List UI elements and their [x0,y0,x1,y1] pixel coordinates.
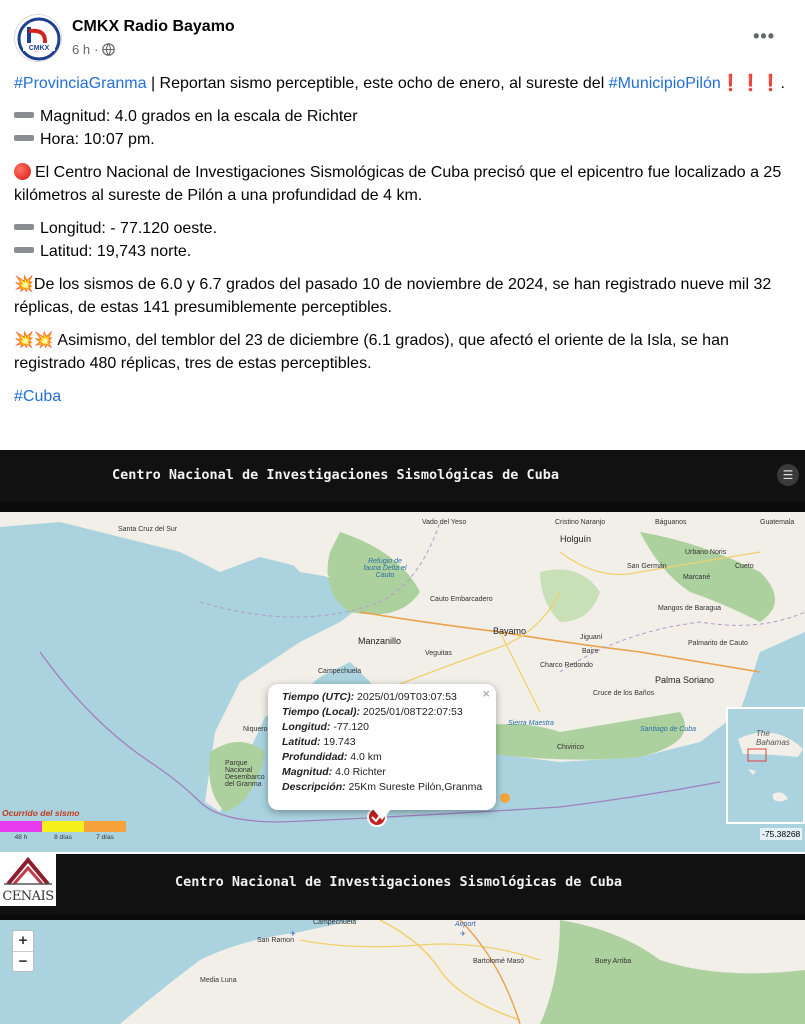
label-san-german: San Germán [627,563,667,570]
label-cauto: Cauto Embarcadero [430,596,493,603]
longitude-line: Longitud: - 77.120 oeste. [40,220,218,237]
label-santiago: Santiago de Cuba [640,726,697,733]
popup-row: Profundidad: 4.0 km [282,751,382,763]
label-veguitas: Veguitas [425,650,452,657]
page-avatar[interactable] [14,14,62,62]
airplane-icon: ✈ [290,931,296,938]
label-buey-arriba: Buey Arriba [595,958,632,965]
magnitude-block [14,105,794,151]
collision-icon: 💥 [14,276,34,293]
center-paragraph [14,161,794,207]
legend-8d-swatch [42,821,84,832]
intro-end: . [780,75,785,92]
popup-row: Latitud: 19.743 [282,736,356,748]
popup-row: Tiempo (UTC): 2025/01/09T03:07:53 [282,691,457,703]
red-circle-icon [14,163,31,180]
label-airport: Airport [455,921,476,928]
label-media-luna: Media Luna [200,977,237,984]
hashtag-cuba[interactable]: #Cuba [14,388,62,405]
label-refugio: Refugio de fauna Delta el Cauto [363,558,407,579]
hashtag-municipio-pilon[interactable]: #MunicipioPilón [608,75,721,92]
label-campechuela-2: Campechuela [313,920,357,926]
post-intro [14,72,794,95]
meta-dot: · [94,42,99,57]
label-holguin: Holguín [560,534,592,544]
event-popup [268,684,496,810]
cenais-logo-text: CENAIS [2,889,54,904]
label-cueto: Cueto [735,563,754,570]
cuba-tag-line [14,385,794,408]
page-name-link[interactable]: CMKX Radio Bayamo [72,18,235,35]
coordinate-readout: -75.38268 [762,829,801,839]
cenais-logo-icon [0,854,56,888]
map2-title: Centro Nacional de Investigaciones Sismológicas de Cuba [0,854,805,914]
zoom-out-button[interactable]: − [13,951,33,971]
legend-bars [0,821,128,832]
december-paragraph [14,329,794,375]
cenais-logo [0,854,56,906]
popup-row: Tiempo (Local): 2025/01/08T22:07:53 [282,706,463,718]
label-manzanillo: Manzanillo [358,636,402,646]
svg-text:CMKX: CMKX [28,45,50,52]
map-image-2[interactable] [0,854,805,1024]
post-header [0,0,805,70]
label-chivirico: Chivirico [557,744,584,751]
more-options-button[interactable]: ••• [753,26,775,46]
map-legend [0,808,128,848]
label-marcane: Marcané [683,574,711,581]
label-sierra: Sierra Maestra [508,720,554,727]
map1-title: Centro Nacional de Investigaciones Sismológicas de Cuba [0,450,805,502]
popup-row: Longitud: -77.120 [282,721,369,733]
label-palma: Palma Soriano [655,675,715,685]
zoom-control [12,930,34,972]
globe-icon [102,43,115,56]
dash-icon [14,112,34,118]
november-text: De los sismos de 6.0 y 6.7 grados del pasado 10 de noviembre de 2024, se han registrado nueve mil 32 réplicas, de estas 141 presumiblemente perceptibles. [14,276,772,316]
post-time[interactable]: 6 h [72,42,91,57]
magnitude-line: Magnitud: 4.0 grados en la escala de Richter [40,108,358,125]
label-bartolome: Bartolomé Masó [473,958,524,965]
label-charco: Charco Redondo [540,662,593,669]
legend-7d-swatch [84,821,126,832]
popup-tip [372,808,392,820]
label-palmarito: Palmarito de Cauto [688,640,748,647]
intro-text: | Reportan sismo perceptible, este ocho de enero, al sureste del [146,75,609,92]
label-baire: Baire [582,648,599,655]
december-text: Asimismo, del temblor del 23 de diciembre (6.1 grados), que afectó el oriente de la Isla, se han registrado 480 réplicas, tres de estas perceptibles. [14,332,729,372]
label-bahamas: The Bahamas [756,729,790,747]
label-jiguani: Jiguaní [580,634,603,641]
collision-icon: 💥💥 [14,332,54,349]
label-mangos: Mangos de Baragua [658,605,722,612]
label-san-ramon: San Ramon [257,937,294,944]
label-urbano: Urbano Noris [685,549,727,556]
legend-title: Ocurrido del sismo [2,808,80,818]
legend-48h-swatch [0,821,42,832]
legend-label-8d: 8 días [54,834,72,841]
label-cristino: Cristino Naranjo [555,519,606,526]
map2-terrain [0,920,805,1024]
latitude-line: Latitud: 19,743 norte. [40,243,192,260]
dash-icon [14,135,34,141]
dash-icon [14,247,34,253]
legend-label-7d: 7 días [96,834,114,841]
inset-map[interactable] [726,707,805,824]
map2-canvas [0,920,805,1024]
airport-icon: ✈ [460,931,466,938]
coords-block [14,217,794,263]
hour-line: Hora: 10:07 pm. [40,131,155,148]
popup-row: Descripción: 25Km Sureste Pilón,Granma [282,781,483,793]
popup-close-icon[interactable]: × [482,686,490,701]
legend-labels [0,834,128,841]
label-bayamo: Bayamo [493,626,527,636]
label-santa-cruz: Santa Cruz del Sur [118,526,178,533]
center-text: El Centro Nacional de Investigaciones Sismológicas de Cuba precisó que el epicentro fue localizado a 25 kilómetros al sureste de Pilón a una profundidad de 4 km. [14,164,782,204]
label-vado: Vado del Yeso [422,519,467,526]
past-event-marker [500,793,510,803]
label-campechuela: Campechuela [318,668,362,675]
popup-row: Magnitud: 4.0 Richter [282,766,386,778]
post-meta [72,42,115,57]
label-niquero: Niquero [243,726,268,733]
label-cruce: Cruce de los Baños [593,690,655,697]
label-parque: Parque Nacional Desembarco del Granma [225,760,265,788]
hashtag-provincia-granma[interactable]: #ProvinciaGranma [14,75,147,92]
dash-icon [14,224,34,230]
cmkx-logo-icon [15,15,62,62]
legend-label-48h: 48 h [14,834,28,841]
exclamation-icons: ❗❗❗ [720,75,781,92]
label-guatemala: Guatemala [760,519,795,526]
post-text [14,72,794,418]
zoom-in-button[interactable]: + [18,932,28,949]
inset-terrain [728,709,805,824]
menu-icon: ☰ [777,464,799,486]
label-baguanos: Báguanos [655,519,687,526]
november-paragraph [14,273,794,319]
